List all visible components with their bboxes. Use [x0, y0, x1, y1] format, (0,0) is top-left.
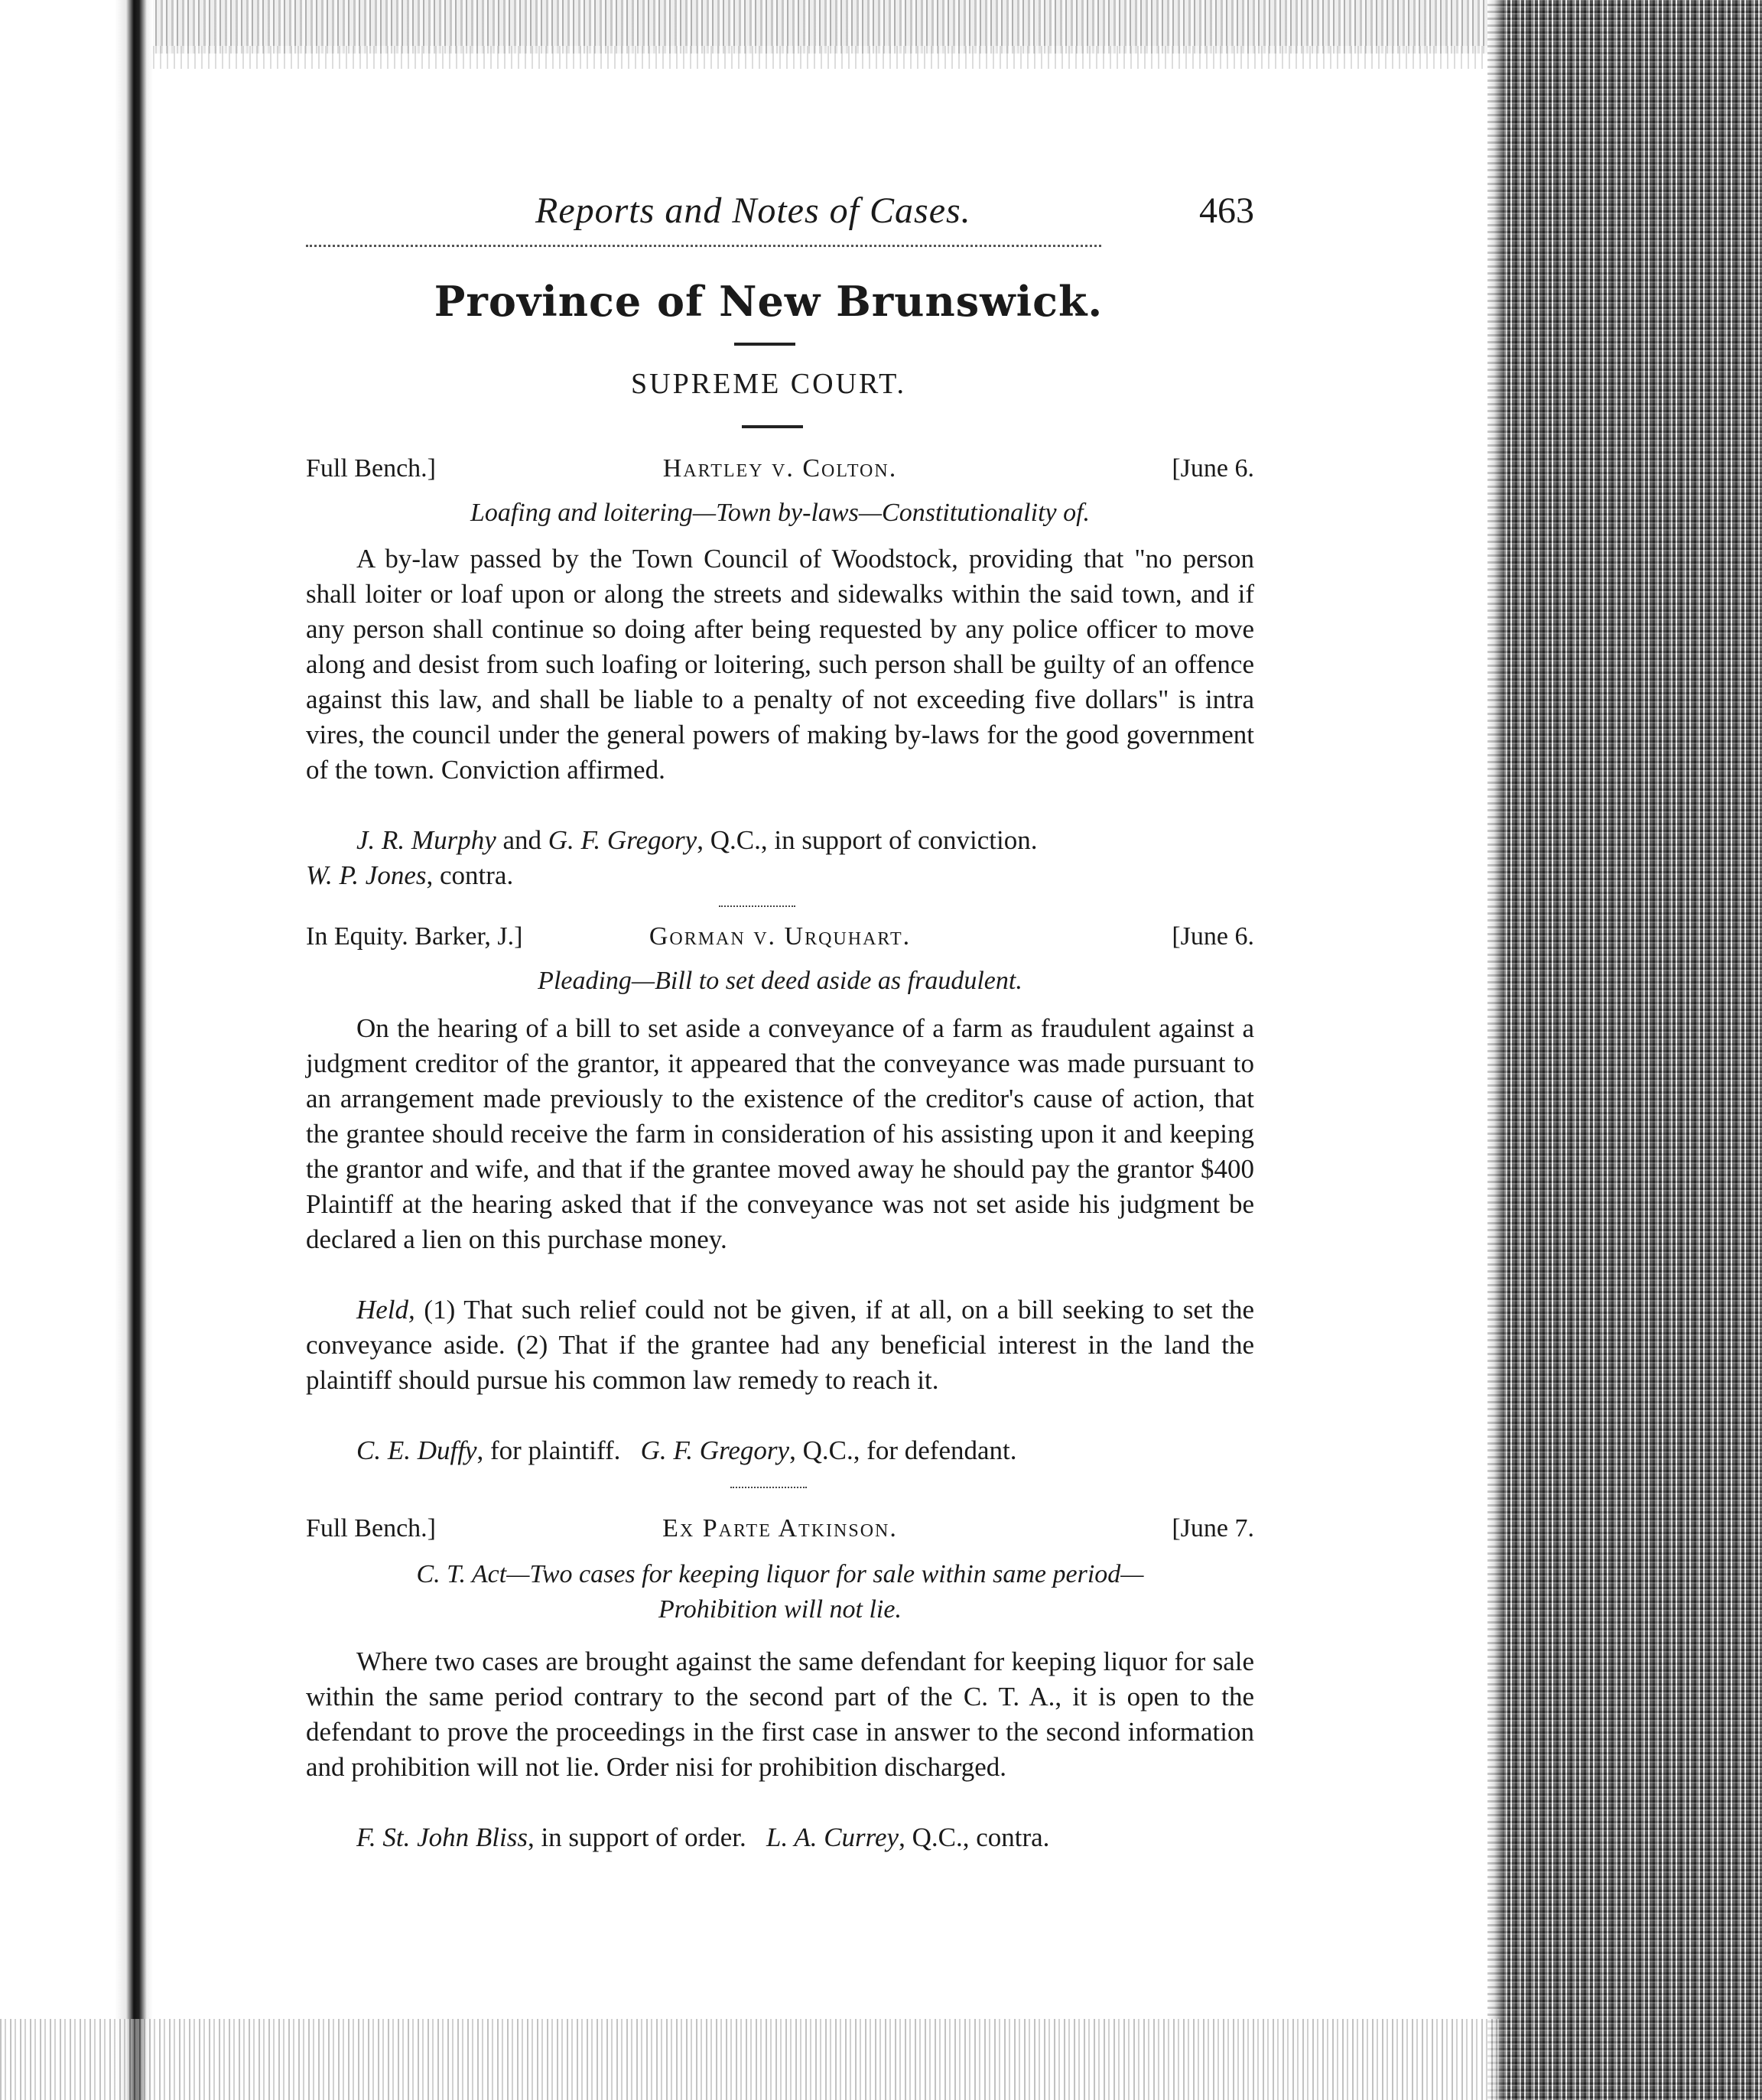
counsel-name: C. E. Duffy	[356, 1435, 477, 1465]
case-catchwords: Pleading—Bill to set deed aside as fraudulent.	[538, 967, 1022, 995]
case-date: [June 6.	[1172, 922, 1254, 951]
case-counsel	[306, 1820, 1254, 1855]
running-head	[306, 190, 1254, 243]
counsel-text: , Q.C., in support of conviction.	[697, 825, 1038, 855]
case-court-label: In Equity. Barker, J.]	[306, 922, 523, 951]
case-headnote: Where two cases are brought against the same defendant for keeping liquor for sale within the same period contrary to the second part of the C. T. A., it is open to the defendant to prove the proceedings in the first case in answer to the second information and prohibition will not lie. Order nisi for prohibition discharged.	[306, 1647, 1254, 1782]
counsel-text: , contra.	[426, 860, 514, 890]
counsel-name: W. P. Jones	[306, 860, 427, 890]
running-title: Reports and Notes of Cases.	[535, 190, 971, 231]
case-counsel	[306, 823, 1254, 893]
case-court-label: Full Bench.]	[306, 1514, 436, 1542]
counsel-text: , for plaintiff.	[476, 1435, 621, 1465]
court-heading: SUPREME COURT.	[631, 368, 906, 400]
counsel-text: , in support of order.	[527, 1822, 746, 1852]
catchwords-line: Prohibition will not lie.	[658, 1595, 902, 1624]
case-counsel	[306, 1433, 1254, 1468]
header-rule	[306, 245, 1101, 247]
counsel-text: and	[496, 825, 548, 855]
case-catchwords	[306, 1557, 1254, 1627]
case-name: Ex Parte Atkinson.	[662, 1514, 898, 1542]
case-header	[306, 454, 1254, 488]
province-heading: Province of New Brunswick.	[434, 277, 1104, 326]
held-text: (1) That such relief could not be given, if at all, on a bill seeking to set the conveyance aside. (2) That if the grantee had any beneficial interest in the land the plaintiff should pursue his common law remedy to reach it.	[306, 1295, 1254, 1395]
page-number: 463	[1199, 190, 1254, 231]
case-date: [June 6.	[1172, 454, 1254, 483]
divider	[742, 425, 803, 428]
case-name: Gorman v. Urquhart.	[649, 922, 912, 951]
case-header	[306, 1514, 1254, 1548]
counsel-name: J. R. Murphy	[356, 825, 496, 855]
case-separator	[719, 905, 795, 907]
divider	[734, 343, 795, 346]
counsel-name: F. St. John Bliss	[356, 1822, 528, 1852]
case-court-label: Full Bench.]	[306, 454, 436, 483]
case-holding	[306, 1292, 1254, 1398]
case-date: [June 7.	[1172, 1514, 1254, 1542]
counsel-name: G. F. Gregory	[640, 1435, 790, 1465]
counsel-text: , Q.C., contra.	[899, 1822, 1050, 1852]
counsel-name: G. F. Gregory	[548, 825, 697, 855]
case-headnote: A by-law passed by the Town Council of Woodstock, providing that "no person shall loiter or loaf upon or along the streets and sidewalks within the said town, and if any person shall continue so doing after being requested by any police officer to move along and desist from such loafing or loitering, such person shall be guilty of an offence against this law, and shall be liable to a penalty of not exceeding five dollars" is intra vires, the council under the general powers of making by-laws for the good government of the town. Conviction affirmed.	[306, 544, 1254, 785]
counsel-text: , Q.C., for defendant.	[789, 1435, 1017, 1465]
counsel-name: L. A. Currey	[766, 1822, 899, 1852]
case-header	[306, 922, 1254, 956]
case-name: Hartley v. Colton.	[662, 454, 898, 483]
case-catchwords: Loafing and loitering—Town by-laws—Constitutionality of.	[470, 499, 1091, 527]
case-headnote: On the hearing of a bill to set aside a conveyance of a farm as fraudulent against a judgment creditor of the grantor, it appeared that the conveyance was made pursuant to an arrangement made previously to the existence of the creditor's cause of action, that the grantee should receive the farm in consideration of his assisting upon it and keeping the grantor and wife, and that if the grantee moved away he should pay the grantor $400 Plaintiff at the hearing asked that if the conveyance was not set aside his judgment be declared a lien on this purchase money.	[306, 1013, 1254, 1254]
held-label: Held,	[356, 1295, 415, 1325]
case-separator	[730, 1487, 807, 1488]
catchwords-line: C. T. Act—Two cases for keeping liquor for sale within same period—	[416, 1560, 1144, 1588]
